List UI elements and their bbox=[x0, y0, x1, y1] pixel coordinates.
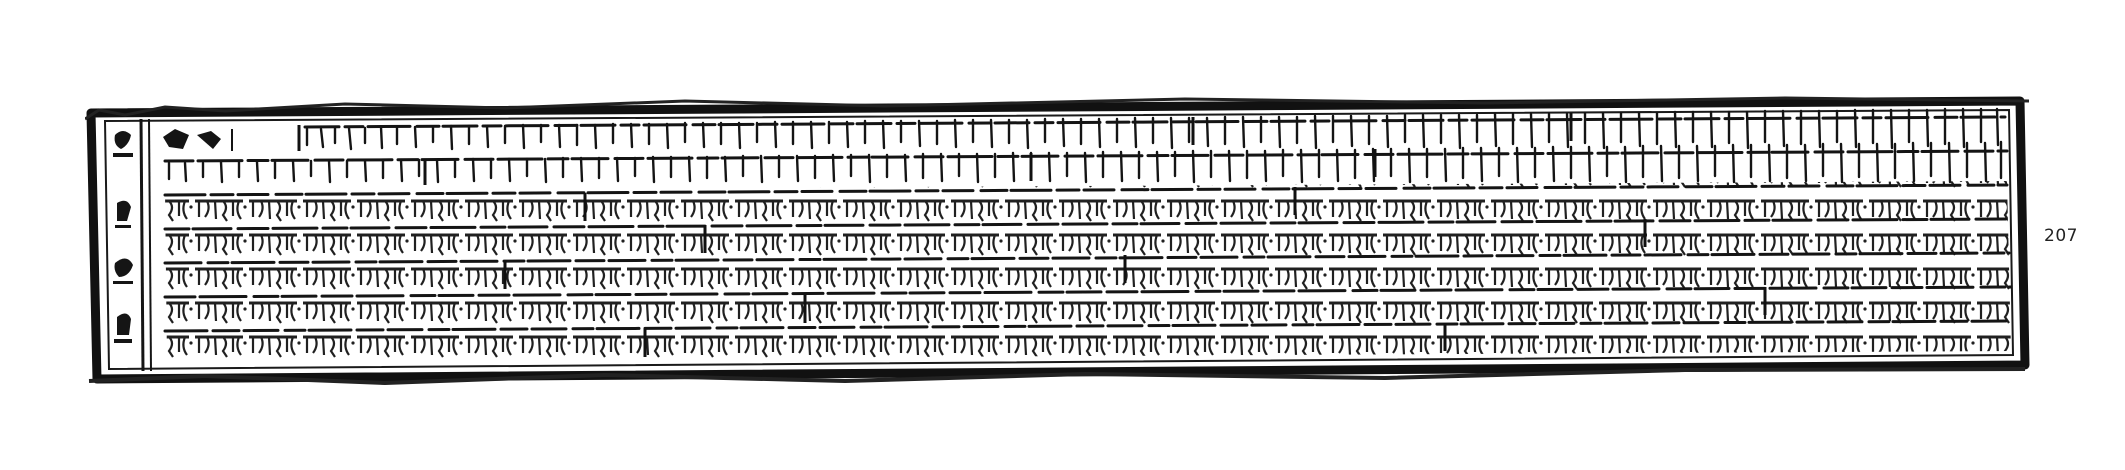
dense-text-block bbox=[165, 181, 2011, 361]
page-number: 207 bbox=[2044, 226, 2078, 246]
folio-scan bbox=[85, 95, 2030, 387]
margin-column bbox=[113, 119, 151, 371]
folio-header-mark bbox=[163, 129, 233, 151]
pecha-folio bbox=[85, 95, 2030, 387]
